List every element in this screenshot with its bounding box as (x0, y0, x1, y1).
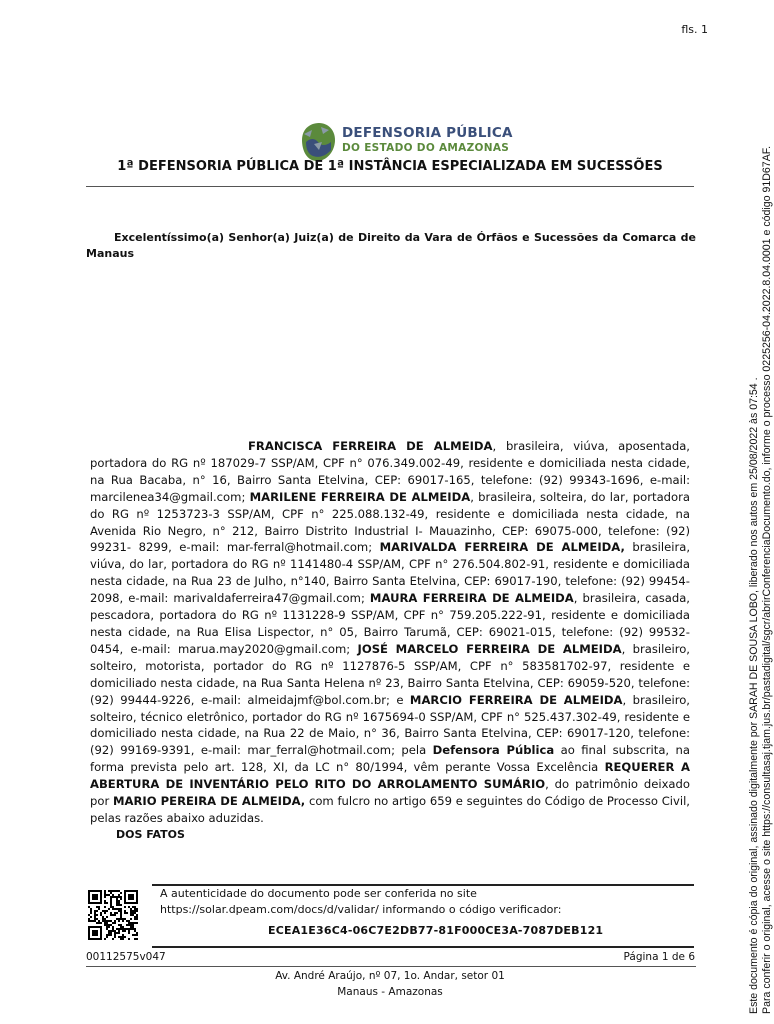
verification-code: ECEA1E36C4-06C7E2DB77-81F000CE3A-7087DEB121 (268, 924, 604, 937)
party-name: FRANCISCA FERREIRA DE ALMEIDA (248, 439, 493, 453)
party-name: REQUERER A ABERTURA DE INVENTÁRIO PELO RITO DO ARROLAMENTO SUMÁRIO (90, 760, 690, 792)
body-text-run: , brasileira, casada, pescadora, portadora do RG nº 1131228-9 SSP/AM, CPF n° 759.205.222-91, residente e domiciliada nesta cidade, na Rua Elisa Lispector, n° 05, Bairro Tarumã, CEP: 69021-015, telefone: (92) 99532- 0454, e-mail: marua.may2020@gmail.com; (90, 591, 690, 656)
party-name: MAURA FERREIRA DE ALMEIDA (369, 591, 574, 606)
body-text-run: , brasileiro, solteiro, motorista, portador do RG nº 1127876-5 SSP/AM, CPF n° 583581702-97, residente e domiciliado nesta cidade, na Rua Santa Helena nº 23, Bairro Santa Etelvina, CEP: 69059-520, telefone: (92) 99444-9226, e-mail: almeidajmf@bol.com.br; e (90, 641, 690, 707)
party-name: Defensora Pública (432, 743, 555, 758)
salutation: Excelentíssimo(a) Senhor(a) Juiz(a) de Direito da Vara de Órfãos e Sucessões da Comarca de Manaus (86, 231, 696, 260)
petition-body (90, 438, 690, 827)
body-text-run: , brasileiro, solteiro, técnico eletrônico, portador do RG nº 1675694-0 SSP/AM, CPF n° 525.437.302-49, residente e domiciliado nesta cidade, na Rua 22 de Maio, n° 36, Bairro Santa Etelvina, CEP: 69017-120, telefone: (92) 99169-9391, e-mail: mar_ferral@hotmail.com; pela (90, 692, 690, 758)
footer-divider (86, 966, 696, 967)
verification-url-text: https://solar.dpeam.com/docs/d/validar/ informando o código verificador: (160, 903, 562, 916)
section-title: DOS FATOS (116, 828, 185, 841)
page-title: 1ª DEFENSORIA PÚBLICA DE 1ª INSTÂNCIA ESPECIALIZADA EM SUCESSÕES (117, 159, 663, 174)
header-divider (86, 186, 694, 187)
party-name: MARIVALDA FERREIRA DE ALMEIDA, (379, 540, 625, 555)
body-text-run: brasileira, viúva, do lar, portadora do RG nº 1141480-4 SSP/AM, CPF n° 276.504.802-91, residente e domiciliada nesta cidade, na Rua 23 de Julho, n°140, Bairro Santa Etelvina, CEP: 69017-190, telefone: (92) 99454- 2098, e-mail: marivaldaferreira47@gmail.com; (90, 540, 690, 606)
verification-divider-top (152, 884, 694, 886)
footer-address: Av. André Araújo, nº 07, 1o. Andar, setor 01 (275, 970, 505, 982)
document-id: 00112575v047 (86, 951, 166, 963)
page-number: Página 1 de 6 (623, 951, 695, 963)
party-name: MARCIO FERREIRA DE ALMEIDA (409, 692, 623, 707)
signature-note-line-1: Este documento é cópia do original, assinado digitalmente por SARAH DE SOUSA LOBO, liberado nos autos em 25/08/2022 às 07:54 . (748, 377, 760, 1014)
logo-emblem-icon (296, 120, 338, 164)
verification-text: A autenticidade do documento pode ser conferida no site (160, 887, 477, 900)
body-text-run: ao final subscrita, na forma prevista pelo art. 128, XI, da LC n° 80/1994, vêm perante Vossa Excelência (90, 743, 690, 775)
logo-line-1: DEFENSORIA PÚBLICA (342, 125, 513, 141)
body-text-run: com fulcro no artigo 659 e seguintes do Código de Processo Civil, pelas razões abaixo aduzidas. (90, 794, 690, 825)
signature-note-line-2: Para conferir o original, acesse o site https://consultasaj.tjam.jus.br/pastadigital/sgcr/abrirConferenciaDocumento.do, informe o processo 0225256-04.2022.8.04.0001 e código 91D67AF. (761, 145, 773, 1014)
footer-city: Manaus - Amazonas (337, 986, 443, 998)
qr-code-icon (88, 890, 138, 940)
body-text-run: , brasileira, viúva, aposentada, portadora do RG nº 187029-7 SSP/AM, CPF n° 076.349.002-49, residente e domiciliada nesta cidade, na Rua Bacaba, n° 16, Bairro Santa Etelvina, CEP: 69017-165, telefone: (92) 99343-1696, e-mail: marcilenea34@gmail.com; (90, 439, 690, 504)
body-text-run: , brasileira, solteira, do lar, portadora do RG nº 1253723-3 SSP/AM, CPF n° 225.088.132-49, residente e domiciliada nesta cidade, na Avenida Rio Negro, n° 212, Bairro Distrito Industrial I- Mauazinho, CEP: 69075-000, telefone: (92) 99231- 8299, e-mail: mar-ferral@hotmail.com; (90, 489, 691, 555)
party-name: JOSÉ MARCELO FERREIRA DE ALMEIDA (357, 641, 622, 656)
digital-signature-note (748, 94, 774, 1014)
body-text-run: , do patrimônio deixado por (90, 777, 690, 809)
party-name: MARIO PEREIRA DE ALMEIDA, (112, 794, 306, 809)
logo-line-2: DO ESTADO DO AMAZONAS (342, 142, 510, 154)
verification-divider-bottom (152, 946, 694, 948)
party-name: MARILENE FERREIRA DE ALMEIDA (249, 489, 471, 504)
page-marker: fls. 1 (681, 23, 708, 36)
